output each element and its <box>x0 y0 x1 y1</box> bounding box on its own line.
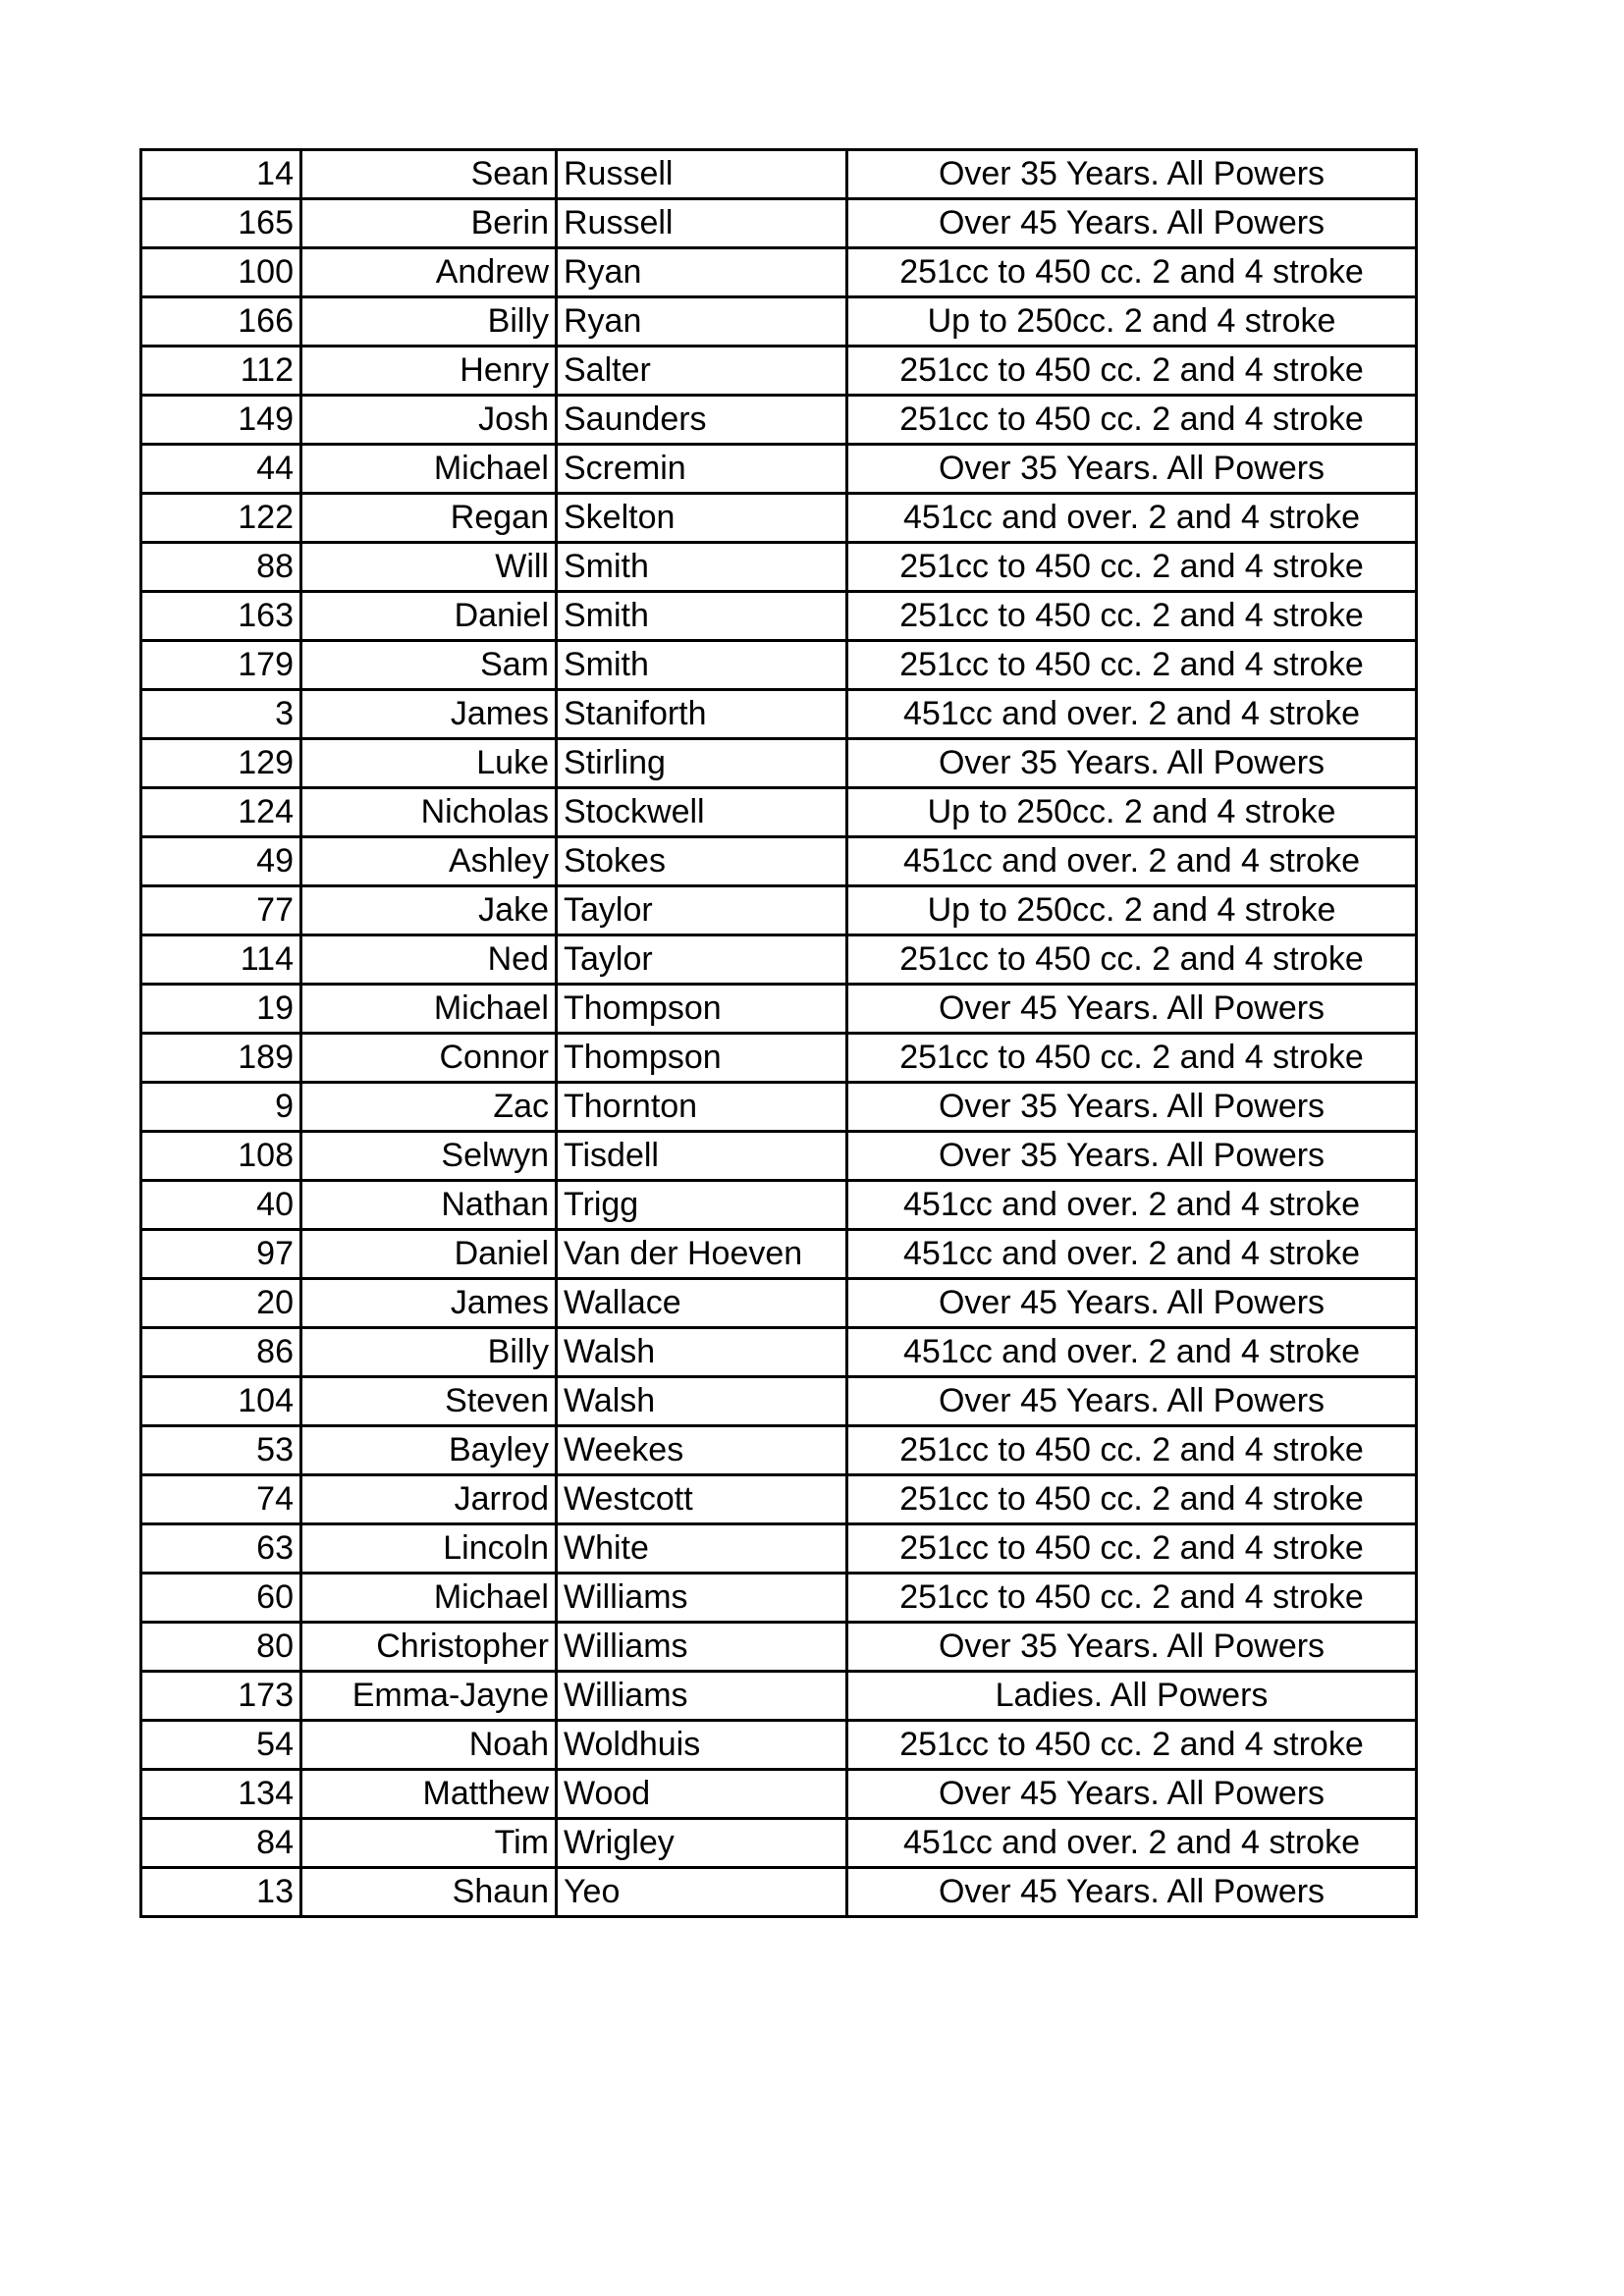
race-class-cell: 251cc to 450 cc. 2 and 4 stroke <box>847 1721 1417 1770</box>
rider-number-cell: 49 <box>141 837 301 886</box>
race-class-cell: 451cc and over. 2 and 4 stroke <box>847 837 1417 886</box>
race-class-cell: Over 45 Years. All Powers <box>847 1377 1417 1426</box>
last-name-cell: Salter <box>557 347 847 396</box>
rider-number-cell: 173 <box>141 1672 301 1721</box>
rider-number-cell: 97 <box>141 1230 301 1279</box>
race-class-cell: 451cc and over. 2 and 4 stroke <box>847 690 1417 739</box>
first-name-cell: Emma-Jayne <box>301 1672 557 1721</box>
rider-number-cell: 80 <box>141 1623 301 1672</box>
table-row <box>141 1623 1417 1672</box>
table-row <box>141 396 1417 445</box>
table-row <box>141 494 1417 543</box>
last-name-cell: Ryan <box>557 248 847 297</box>
table-row <box>141 1819 1417 1868</box>
last-name-cell: Skelton <box>557 494 847 543</box>
race-class-cell: Over 45 Years. All Powers <box>847 199 1417 248</box>
race-class-cell: 451cc and over. 2 and 4 stroke <box>847 494 1417 543</box>
rider-number-cell: 165 <box>141 199 301 248</box>
race-class-cell: 451cc and over. 2 and 4 stroke <box>847 1328 1417 1377</box>
rider-entries-table <box>139 148 1418 1918</box>
last-name-cell: Russell <box>557 199 847 248</box>
rider-number-cell: 77 <box>141 886 301 935</box>
first-name-cell: Henry <box>301 347 557 396</box>
race-class-cell: 251cc to 450 cc. 2 and 4 stroke <box>847 1475 1417 1524</box>
rider-number-cell: 63 <box>141 1524 301 1574</box>
first-name-cell: Connor <box>301 1034 557 1083</box>
first-name-cell: Jarrod <box>301 1475 557 1524</box>
table-row <box>141 1574 1417 1623</box>
race-class-cell: Over 35 Years. All Powers <box>847 150 1417 199</box>
first-name-cell: Michael <box>301 1574 557 1623</box>
first-name-cell: Will <box>301 543 557 592</box>
first-name-cell: James <box>301 690 557 739</box>
rider-number-cell: 114 <box>141 935 301 985</box>
table-row <box>141 592 1417 641</box>
first-name-cell: Daniel <box>301 592 557 641</box>
table-row <box>141 1083 1417 1132</box>
race-class-cell: Over 45 Years. All Powers <box>847 1279 1417 1328</box>
race-class-cell: 251cc to 450 cc. 2 and 4 stroke <box>847 248 1417 297</box>
rider-number-cell: 104 <box>141 1377 301 1426</box>
race-class-cell: Over 45 Years. All Powers <box>847 985 1417 1034</box>
first-name-cell: Shaun <box>301 1868 557 1917</box>
last-name-cell: Wrigley <box>557 1819 847 1868</box>
table-row <box>141 1279 1417 1328</box>
race-class-cell: 451cc and over. 2 and 4 stroke <box>847 1819 1417 1868</box>
table-row <box>141 985 1417 1034</box>
rider-number-cell: 54 <box>141 1721 301 1770</box>
last-name-cell: Williams <box>557 1672 847 1721</box>
table-row <box>141 1426 1417 1475</box>
table-row <box>141 1475 1417 1524</box>
first-name-cell: Andrew <box>301 248 557 297</box>
race-class-cell: 251cc to 450 cc. 2 and 4 stroke <box>847 1574 1417 1623</box>
table-row <box>141 1328 1417 1377</box>
race-class-cell: Over 35 Years. All Powers <box>847 1623 1417 1672</box>
rider-number-cell: 14 <box>141 150 301 199</box>
last-name-cell: Taylor <box>557 935 847 985</box>
race-class-cell: 251cc to 450 cc. 2 and 4 stroke <box>847 592 1417 641</box>
first-name-cell: Tim <box>301 1819 557 1868</box>
table-row <box>141 1181 1417 1230</box>
last-name-cell: Thompson <box>557 985 847 1034</box>
first-name-cell: Lincoln <box>301 1524 557 1574</box>
rider-number-cell: 163 <box>141 592 301 641</box>
race-class-cell: 451cc and over. 2 and 4 stroke <box>847 1230 1417 1279</box>
table-row <box>141 1377 1417 1426</box>
first-name-cell: Sean <box>301 150 557 199</box>
race-class-cell: 251cc to 450 cc. 2 and 4 stroke <box>847 1426 1417 1475</box>
first-name-cell: Sam <box>301 641 557 690</box>
table-row <box>141 739 1417 788</box>
table-row <box>141 641 1417 690</box>
race-class-cell: Over 35 Years. All Powers <box>847 739 1417 788</box>
first-name-cell: Michael <box>301 445 557 494</box>
rider-number-cell: 40 <box>141 1181 301 1230</box>
race-class-cell: Ladies. All Powers <box>847 1672 1417 1721</box>
race-class-cell: 251cc to 450 cc. 2 and 4 stroke <box>847 396 1417 445</box>
table-row <box>141 1868 1417 1917</box>
first-name-cell: Christopher <box>301 1623 557 1672</box>
last-name-cell: Wallace <box>557 1279 847 1328</box>
rider-number-cell: 124 <box>141 788 301 837</box>
race-class-cell: 251cc to 450 cc. 2 and 4 stroke <box>847 347 1417 396</box>
table-row <box>141 150 1417 199</box>
first-name-cell: Nathan <box>301 1181 557 1230</box>
table-row <box>141 1672 1417 1721</box>
rider-number-cell: 13 <box>141 1868 301 1917</box>
table-row <box>141 690 1417 739</box>
last-name-cell: Williams <box>557 1574 847 1623</box>
last-name-cell: Yeo <box>557 1868 847 1917</box>
first-name-cell: Billy <box>301 1328 557 1377</box>
first-name-cell: Steven <box>301 1377 557 1426</box>
race-class-cell: 251cc to 450 cc. 2 and 4 stroke <box>847 543 1417 592</box>
first-name-cell: Josh <box>301 396 557 445</box>
race-class-cell: Up to 250cc. 2 and 4 stroke <box>847 788 1417 837</box>
first-name-cell: Daniel <box>301 1230 557 1279</box>
rider-number-cell: 60 <box>141 1574 301 1623</box>
rider-number-cell: 149 <box>141 396 301 445</box>
rider-number-cell: 44 <box>141 445 301 494</box>
table-row <box>141 543 1417 592</box>
table-row <box>141 199 1417 248</box>
rider-entries-body <box>141 150 1417 1917</box>
table-row <box>141 347 1417 396</box>
first-name-cell: Berin <box>301 199 557 248</box>
table-row <box>141 1034 1417 1083</box>
rider-number-cell: 122 <box>141 494 301 543</box>
table-row <box>141 297 1417 347</box>
last-name-cell: Staniforth <box>557 690 847 739</box>
rider-number-cell: 100 <box>141 248 301 297</box>
rider-number-cell: 20 <box>141 1279 301 1328</box>
table-row <box>141 788 1417 837</box>
race-class-cell: Over 45 Years. All Powers <box>847 1770 1417 1819</box>
first-name-cell: Ashley <box>301 837 557 886</box>
rider-number-cell: 166 <box>141 297 301 347</box>
last-name-cell: Tisdell <box>557 1132 847 1181</box>
rider-number-cell: 74 <box>141 1475 301 1524</box>
rider-number-cell: 108 <box>141 1132 301 1181</box>
rider-number-cell: 84 <box>141 1819 301 1868</box>
table-row <box>141 1132 1417 1181</box>
first-name-cell: Noah <box>301 1721 557 1770</box>
rider-number-cell: 3 <box>141 690 301 739</box>
first-name-cell: Matthew <box>301 1770 557 1819</box>
last-name-cell: Taylor <box>557 886 847 935</box>
last-name-cell: Smith <box>557 592 847 641</box>
race-class-cell: 251cc to 450 cc. 2 and 4 stroke <box>847 1524 1417 1574</box>
last-name-cell: Thornton <box>557 1083 847 1132</box>
race-class-cell: Over 35 Years. All Powers <box>847 1083 1417 1132</box>
table-row <box>141 1770 1417 1819</box>
last-name-cell: Stokes <box>557 837 847 886</box>
last-name-cell: White <box>557 1524 847 1574</box>
last-name-cell: Smith <box>557 543 847 592</box>
rider-number-cell: 19 <box>141 985 301 1034</box>
last-name-cell: Russell <box>557 150 847 199</box>
last-name-cell: Trigg <box>557 1181 847 1230</box>
race-class-cell: 251cc to 450 cc. 2 and 4 stroke <box>847 641 1417 690</box>
last-name-cell: Westcott <box>557 1475 847 1524</box>
race-class-cell: 251cc to 450 cc. 2 and 4 stroke <box>847 1034 1417 1083</box>
rider-number-cell: 53 <box>141 1426 301 1475</box>
first-name-cell: Billy <box>301 297 557 347</box>
rider-number-cell: 9 <box>141 1083 301 1132</box>
last-name-cell: Ryan <box>557 297 847 347</box>
last-name-cell: Williams <box>557 1623 847 1672</box>
table-row <box>141 1524 1417 1574</box>
rider-number-cell: 86 <box>141 1328 301 1377</box>
table-row <box>141 248 1417 297</box>
first-name-cell: Bayley <box>301 1426 557 1475</box>
first-name-cell: Luke <box>301 739 557 788</box>
race-class-cell: Over 35 Years. All Powers <box>847 445 1417 494</box>
table-row <box>141 1230 1417 1279</box>
first-name-cell: Regan <box>301 494 557 543</box>
last-name-cell: Thompson <box>557 1034 847 1083</box>
rider-number-cell: 134 <box>141 1770 301 1819</box>
table-row <box>141 935 1417 985</box>
last-name-cell: Scremin <box>557 445 847 494</box>
rider-number-cell: 88 <box>141 543 301 592</box>
rider-number-cell: 189 <box>141 1034 301 1083</box>
race-class-cell: 451cc and over. 2 and 4 stroke <box>847 1181 1417 1230</box>
rider-number-cell: 179 <box>141 641 301 690</box>
table-row <box>141 1721 1417 1770</box>
last-name-cell: Saunders <box>557 396 847 445</box>
race-class-cell: Up to 250cc. 2 and 4 stroke <box>847 297 1417 347</box>
first-name-cell: Selwyn <box>301 1132 557 1181</box>
last-name-cell: Weekes <box>557 1426 847 1475</box>
race-class-cell: Over 45 Years. All Powers <box>847 1868 1417 1917</box>
first-name-cell: Jake <box>301 886 557 935</box>
rider-number-cell: 112 <box>141 347 301 396</box>
last-name-cell: Woldhuis <box>557 1721 847 1770</box>
last-name-cell: Walsh <box>557 1377 847 1426</box>
first-name-cell: Ned <box>301 935 557 985</box>
race-class-cell: Up to 250cc. 2 and 4 stroke <box>847 886 1417 935</box>
last-name-cell: Walsh <box>557 1328 847 1377</box>
rider-number-cell: 129 <box>141 739 301 788</box>
first-name-cell: Nicholas <box>301 788 557 837</box>
table-row <box>141 837 1417 886</box>
last-name-cell: Van der Hoeven <box>557 1230 847 1279</box>
last-name-cell: Stockwell <box>557 788 847 837</box>
last-name-cell: Smith <box>557 641 847 690</box>
table-row <box>141 445 1417 494</box>
race-class-cell: Over 35 Years. All Powers <box>847 1132 1417 1181</box>
table-row <box>141 886 1417 935</box>
last-name-cell: Stirling <box>557 739 847 788</box>
first-name-cell: Michael <box>301 985 557 1034</box>
race-class-cell: 251cc to 450 cc. 2 and 4 stroke <box>847 935 1417 985</box>
first-name-cell: James <box>301 1279 557 1328</box>
last-name-cell: Wood <box>557 1770 847 1819</box>
first-name-cell: Zac <box>301 1083 557 1132</box>
